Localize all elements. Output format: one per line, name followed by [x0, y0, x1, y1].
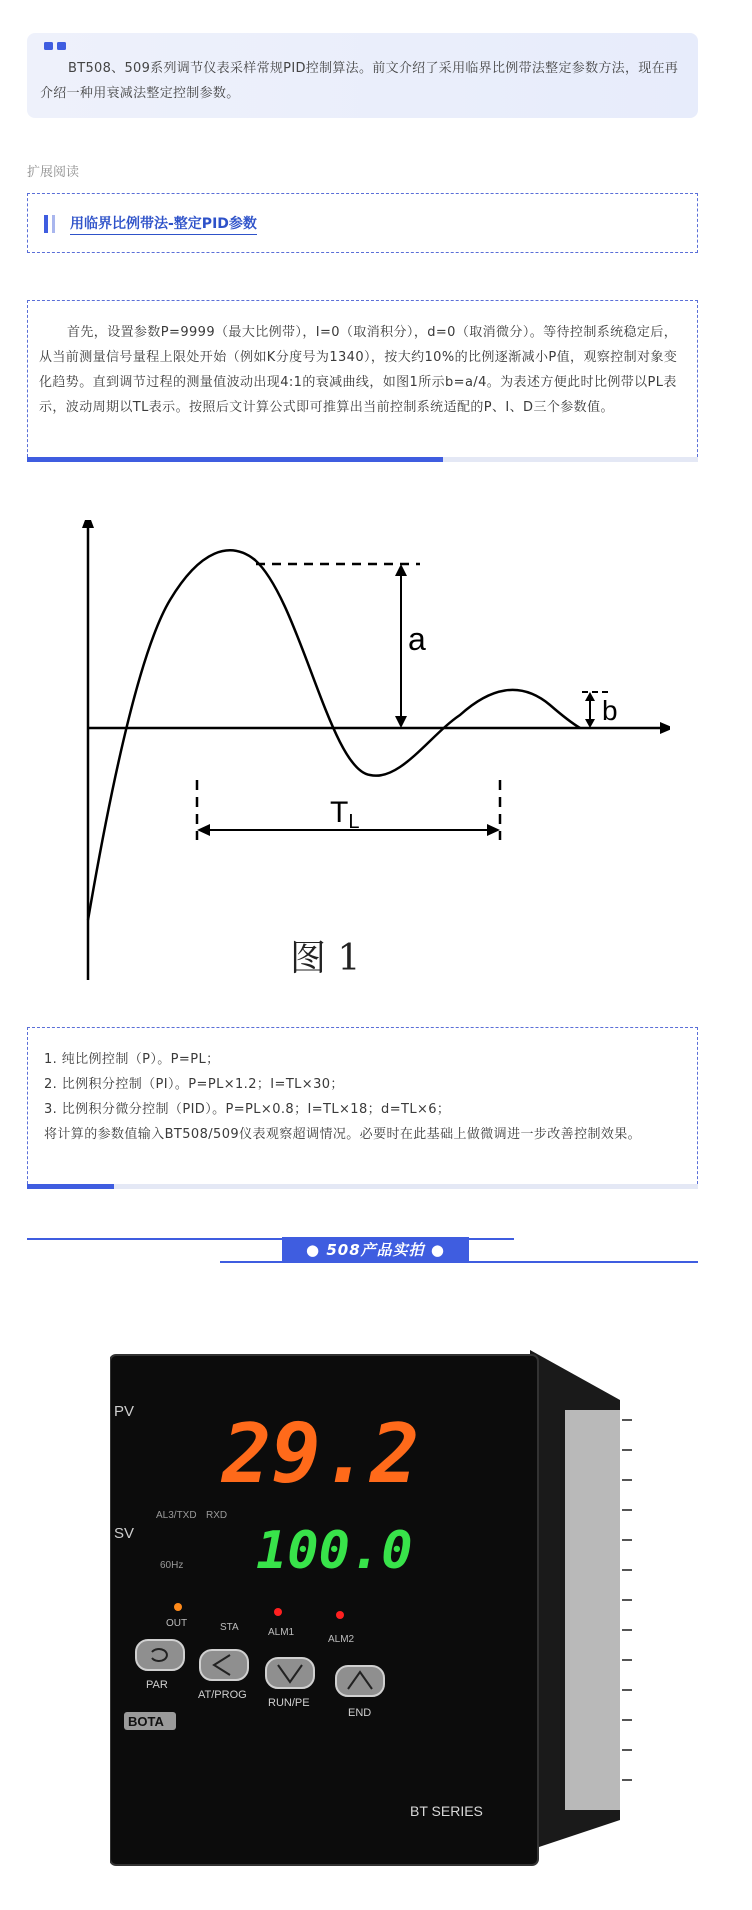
pv-display: 29.2	[222, 1407, 420, 1502]
formulas-box	[27, 1027, 698, 1189]
formula-line: 3. 比例积分微分控制（PID）。P=PL×0.8；I=TL×18；d=TL×6；	[44, 1102, 451, 1117]
x-axis-arrow	[660, 722, 670, 734]
out-label: OUT	[166, 1618, 188, 1629]
extended-reading-label: 扩展阅读	[27, 165, 80, 180]
alm1-led	[274, 1608, 282, 1616]
brand-logo: BOTA	[128, 1714, 164, 1729]
par-label: PAR	[146, 1679, 168, 1691]
alm2-led	[336, 1611, 344, 1619]
label-b: b	[602, 695, 618, 726]
section-progress-track	[27, 457, 698, 462]
terminal-board	[565, 1410, 620, 1810]
formula-line: 1. 纯比例控制（P）。P=PL；	[44, 1052, 220, 1067]
formula-line: 2. 比例积分控制（PI）。P=PL×1.2；I=TL×30；	[44, 1077, 344, 1092]
series-label: BT SERIES	[410, 1803, 483, 1819]
out-led	[174, 1603, 182, 1611]
section-header	[27, 1230, 698, 1270]
hz-label: 60Hz	[160, 1560, 184, 1571]
run-pe-label: RUN/PE	[268, 1697, 310, 1709]
decay-curve	[88, 550, 580, 920]
section-progress-fill	[27, 1184, 114, 1189]
run-pe-button	[266, 1658, 314, 1688]
a-arrow-top	[395, 564, 407, 576]
bookmark-bars-icon	[44, 215, 62, 233]
section-title: ● 508产品实拍 ●	[282, 1237, 469, 1263]
b-arrow-top	[585, 692, 595, 701]
sv-display: 100.0	[256, 1521, 413, 1581]
at-prog-label: AT/PROG	[198, 1689, 247, 1701]
at-prog-button	[200, 1650, 248, 1680]
section-progress-track	[27, 1184, 698, 1189]
label-tl: $T_L$	[330, 796, 360, 833]
tl-arrow-right	[487, 824, 500, 836]
rxd-label: RXD	[206, 1510, 228, 1521]
end-button	[336, 1666, 384, 1696]
figure-caption: 图 1	[290, 938, 361, 979]
extended-reading-box	[27, 193, 698, 253]
alm2-label: ALM2	[328, 1634, 355, 1645]
decay-curve-figure	[60, 520, 670, 980]
sv-label: SV	[114, 1525, 135, 1542]
sta-label: STA	[220, 1622, 239, 1633]
alm1-label: ALM1	[268, 1627, 295, 1638]
quote-icon	[44, 41, 68, 51]
b-arrow-bottom	[585, 719, 595, 728]
pv-label: PV	[114, 1403, 135, 1420]
terminal-pins	[622, 1420, 632, 1780]
end-label: END	[348, 1707, 372, 1719]
formula-note: 将计算的参数值输入BT508/509仪表观察超调情况。必要时在此基础上做微调进一步改善控制效果。	[44, 1127, 642, 1142]
par-button	[136, 1640, 184, 1670]
tl-arrow-left	[197, 824, 210, 836]
label-a: a	[408, 621, 426, 657]
y-axis-arrow	[82, 520, 94, 528]
section-progress-fill	[27, 457, 443, 462]
method-paragraph: 首先，设置参数P=9999（最大比例带），I=0（取消积分），d=0（取消微分）。等待控制系统稳定后，从当前测量信号量程上限处开始（例如K分度号为1340），按大约10%的比例逐渐减小P值，观察控制对象变化趋势。直到调节过程的测量值波动出现4:1的衰减曲线，如图1所示b=a/4。为表述方便此时比例带以PL表示，波动周期以TL表示。按照后文计算公式即可推算出当前控制系统适配的P、I、D三个参数值。	[39, 325, 678, 415]
bt508-controller-photo	[110, 1350, 670, 1870]
extended-reading-link[interactable]: 用临界比例带法-整定PID参数	[70, 214, 257, 235]
formula-list	[44, 1047, 681, 1147]
method-paragraph-box	[27, 300, 698, 462]
al3-label: AL3/TXD	[156, 1510, 197, 1521]
intro-text: BT508、509系列调节仪表采样常规PID控制算法。前文介绍了采用临界比例带法整定参数方法，现在再介绍一种用衰减法整定控制参数。	[40, 61, 679, 101]
a-arrow-bottom	[395, 716, 407, 728]
intro-card	[27, 33, 698, 118]
